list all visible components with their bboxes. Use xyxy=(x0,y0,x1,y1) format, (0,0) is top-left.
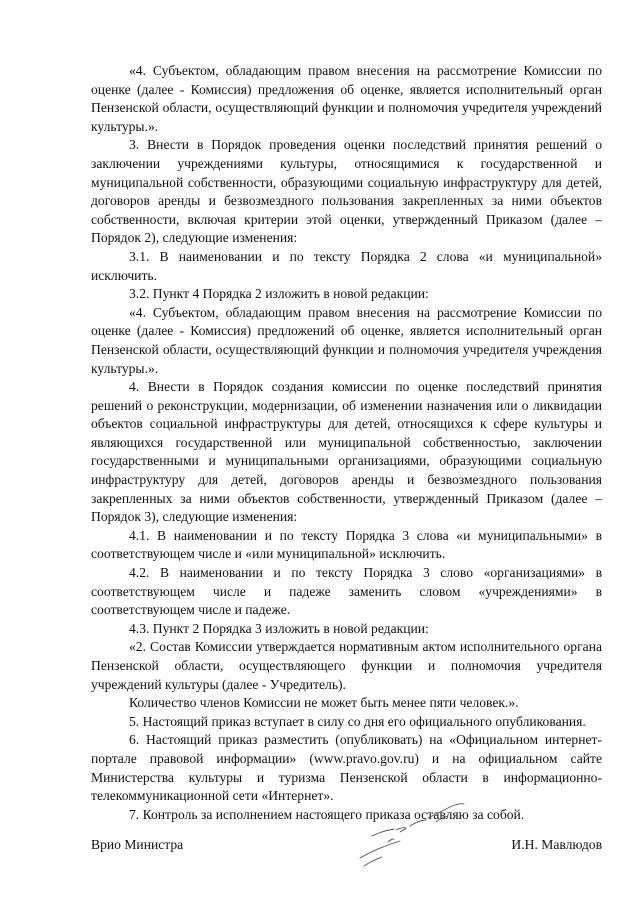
signature-block xyxy=(91,836,602,858)
paragraph-12: 5. Настоящий приказ вступает в силу со дня его официального опубликования. xyxy=(129,713,586,729)
paragraph-3: 3.1. В наименовании и по тексту Порядка 2 слова «и муниципальной» исключить. xyxy=(91,248,602,283)
paragraph-11: Количество членов Комиссии не может быть менее пяти человек.». xyxy=(129,695,519,711)
paragraph-2: 3. Внести в Порядок проведения оценки последствий принятия решений о заключении учреждениями культуры, относящимися к государственной и муниципальной собственности, образующими социальную инфраструктуру для детей, договоров аренды и безвозмездного пользования закрепленных за ними объектов собственности, включая критерии этой оценки, утвержденный Приказом (далее – Порядок 2), следующие изменения: xyxy=(91,137,602,246)
signatory-name: И.Н. Мавлюдов xyxy=(511,837,602,852)
position-title: Врио Министра xyxy=(91,837,184,852)
paragraph-9: 4.3. Пункт 2 Порядка 3 изложить в новой редакции: xyxy=(129,620,429,636)
paragraph-10: «2. Состав Комиссии утверждается нормативным актом исполнительного органа Пензенской области, осуществляющего функции и полномочия учредителя учреждений культуры (далее - Учредитель). xyxy=(91,639,602,692)
paragraph-4: 3.2. Пункт 4 Порядка 2 изложить в новой редакции: xyxy=(129,286,429,302)
paragraph-7: 4.1. В наименовании и по тексту Порядка 3 слова «и муниципальными» в соответствующем числе и «или муниципальной» исключить. xyxy=(91,527,602,562)
paragraph-14: 7. Контроль за исполнением настоящего приказа оставляю за собой. xyxy=(129,806,525,822)
document-body xyxy=(91,62,602,824)
paragraph-6: 4. Внести в Порядок создания комиссии по оценке последствий принятия решений о реконструкции, модернизации, об изменении назначения или о ликвидации объектов социальной инфраструктуры для детей, относящихся к сфере культуры и являющихся государственной или муниципальной собственностью, заключении государственными и муниципальными организациями, образующими социальную инфраструктуру для детей, договоров аренды и безвозмездного пользования закрепленных за ними объектов собственности, утвержденный Приказом (далее – Порядок 3), следующие изменения: xyxy=(91,379,602,525)
paragraph-1: «4. Субъектом, обладающим правом внесения на рассмотрение Комиссии по оценке (далее - Комиссия) предложения об оценке, является исполнительный орган Пензенской области, осуществляющий функции и полномочия учредителя учреждений культуры.». xyxy=(91,63,602,134)
paragraph-8: 4.2. В наименовании и по тексту Порядка 3 слово «организациями» в соответствующем числе и падеже заменить словом «учреждениями» в соответствующем числе и падеже. xyxy=(91,565,602,618)
paragraph-5: «4. Субъектом, обладающим правом внесения на рассмотрение Комиссии по оценке (далее - Комиссия) предложений об оценке, является исполнительный орган Пензенской области, осуществляющий функции и полномочия учредителя учреждения культуры.». xyxy=(91,304,602,376)
paragraph-13: 6. Настоящий приказ разместить (опубликовать) на «Официальном интернет-портале правовой информации» (www.pravo.gov.ru) и на официальном сайте Министерства культуры и туризма Пензенской области в информационно-телекоммуникационной сети «Интернет». xyxy=(91,732,602,804)
